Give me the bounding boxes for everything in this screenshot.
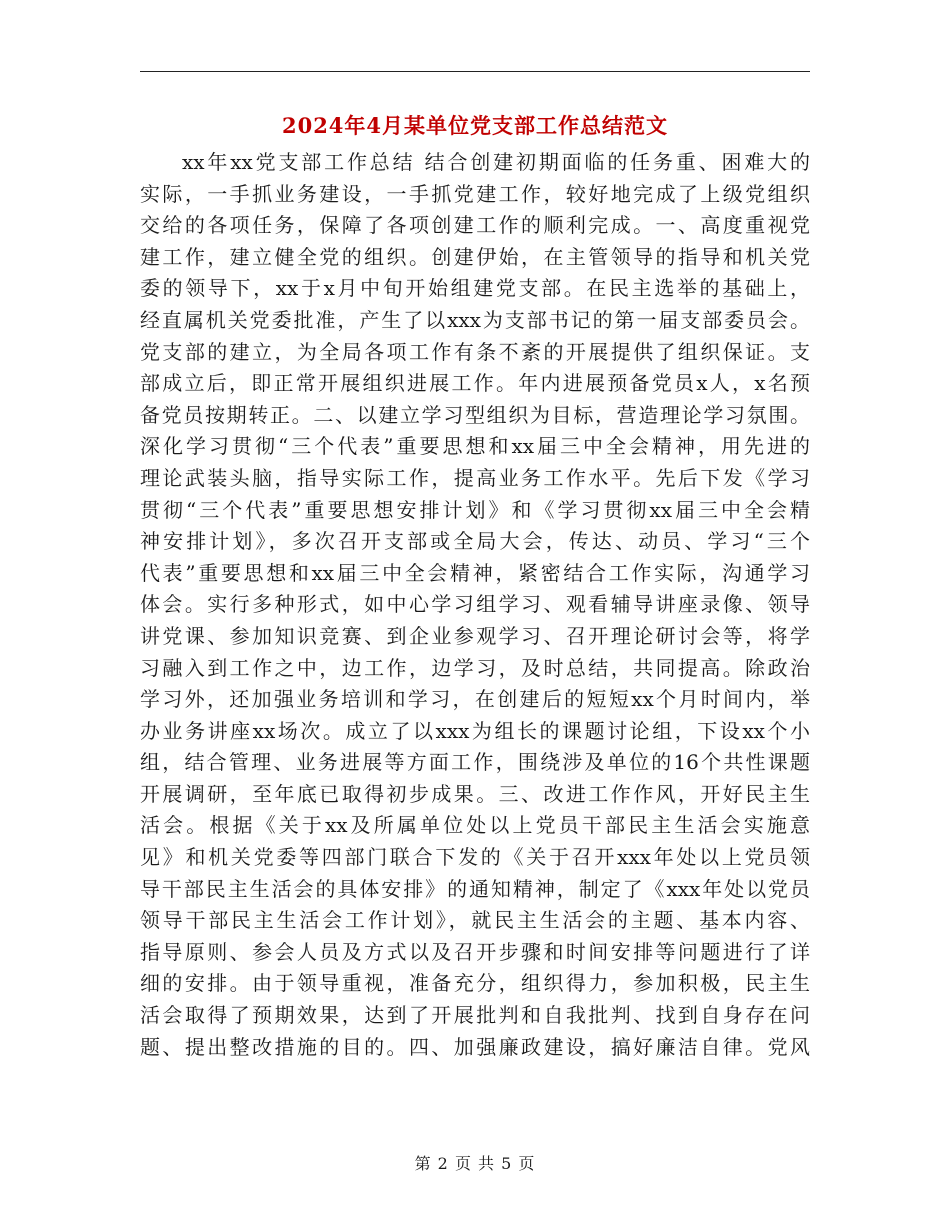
body-line: 交给的各项任务，保障了各项创建工作的顺利完成。一、高度重视党: [140, 213, 810, 238]
body-line: 导干部民主生活会的具体安排》的通知精神，制定了《xxx年处以党员: [140, 876, 810, 901]
body-line: 深化学习贯彻“三个代表”重要思想和xx届三中全会精神，用先进的: [140, 434, 810, 459]
body-line: 习融入到工作之中，边工作，边学习，及时总结，共同提高。除政治: [140, 655, 810, 680]
body-line: 经直属机关党委批准，产生了以xxx为支部书记的第一届支部委员会。: [140, 307, 810, 332]
body-line: 细的安排。由于领导重视，准备充分，组织得力，参加积极，民主生: [140, 971, 810, 996]
body-line: 题、提出整改措施的目的。四、加强廉政建设，搞好廉洁自律。党风: [140, 1034, 810, 1059]
body-line: 开展调研，至年底已取得初步成果。三、改进工作作风，开好民主生: [140, 781, 810, 806]
body-line: 见》和机关党委等四部门联合下发的《关于召开xxx年处以上党员领: [140, 845, 810, 870]
body-line: 代表”重要思想和xx届三中全会精神，紧密结合工作实际，沟通学习: [140, 560, 810, 585]
body-line: 学习外，还加强业务培训和学习，在创建后的短短xx个月时间内，举: [140, 687, 810, 712]
body-line: 讲党课、参加知识竞赛、到企业参观学习、召开理论研讨会等，将学: [140, 623, 810, 648]
body-line: 委的领导下，xx于x月中旬开始组建党支部。在民主选举的基础上，: [140, 276, 810, 301]
document-title: 2024年4月某单位党支部工作总结范文: [281, 113, 669, 138]
body-line: 神安排计划》，多次召开支部或全局大会，传达、动员、学习“三个: [140, 529, 810, 554]
body-line: 办业务讲座xx场次。成立了以xxx为组长的课题讨论组，下设xx个小: [140, 718, 810, 743]
body-line: 活会。根据《关于xx及所属单位处以上党员干部民主生活会实施意: [140, 813, 810, 838]
body-line: 理论武装头脑，指导实际工作，提高业务工作水平。先后下发《学习: [140, 465, 810, 490]
page-number: 第 2 页 共 5 页: [414, 1154, 536, 1173]
body-line: 活会取得了预期效果，达到了开展批判和自我批判、找到自身存在问: [140, 1003, 810, 1028]
body-line: 领导干部民主生活会工作计划》，就民主生活会的主题、基本内容、: [140, 908, 810, 933]
body-line: 体会。实行多种形式，如中心学习组学习、观看辅导讲座录像、领导: [140, 592, 810, 617]
body-line: 指导原则、参会人员及方式以及召开步骤和时间安排等问题进行了详: [140, 939, 810, 964]
header-rule: [140, 71, 810, 72]
body-line: 实际，一手抓业务建设，一手抓党建工作，较好地完成了上级党组织: [140, 181, 810, 206]
body-line: 备党员按期转正。二、以建立学习型组织为目标，营造理论学习氛围。: [140, 402, 810, 427]
document-body: [140, 147, 810, 1063]
body-line: 部成立后，即正常开展组织进展工作。年内进展预备党员x人，x名预: [140, 371, 810, 396]
body-line: 党支部的建立，为全局各项工作有条不紊的开展提供了组织保证。支: [140, 339, 810, 364]
body-line: xx年xx党支部工作总结 结合创建初期面临的任务重、困难大的: [182, 150, 810, 174]
body-line: 贯彻“三个代表”重要思想安排计划》和《学习贯彻xx届三中全会精: [140, 497, 810, 522]
body-line: 组，结合管理、业务进展等方面工作，围绕涉及单位的16个共性课题: [140, 750, 810, 775]
body-line: 建工作，建立健全党的组织。创建伊始，在主管领导的指导和机关党: [140, 244, 810, 269]
